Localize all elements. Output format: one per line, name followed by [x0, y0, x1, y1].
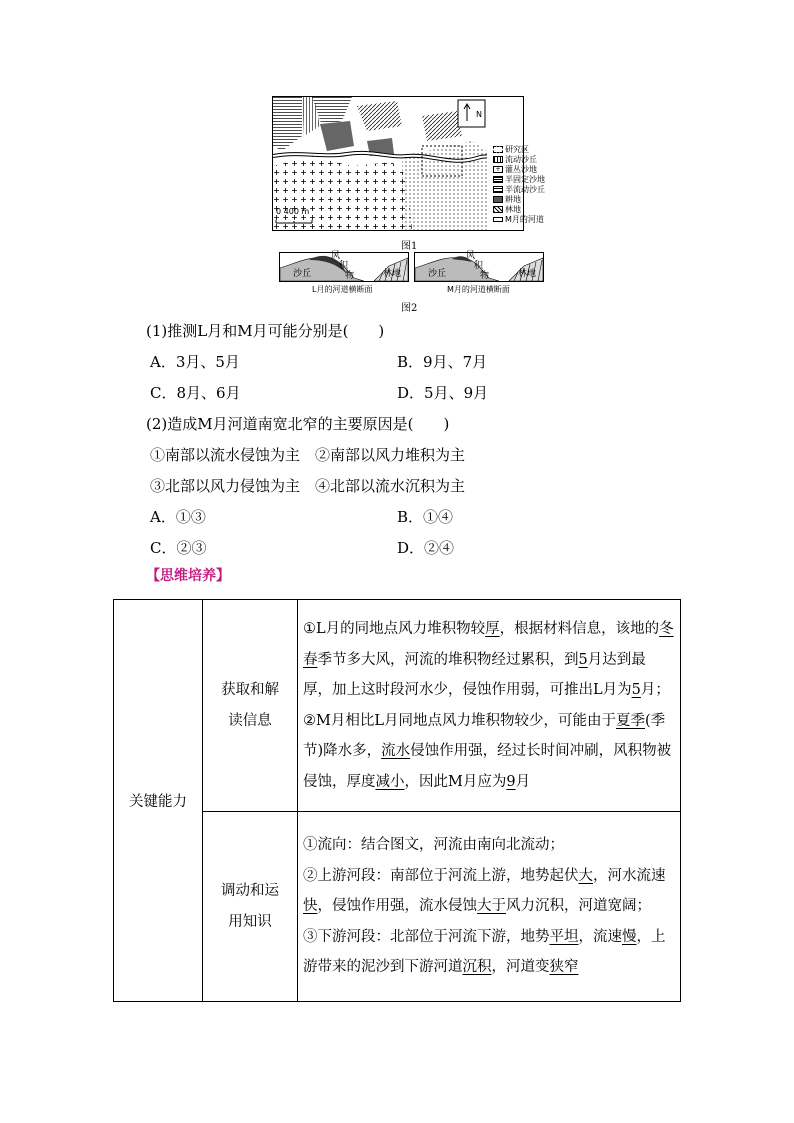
legend-item: 耕地	[505, 195, 521, 204]
option-b: B．9月、7月	[397, 353, 488, 371]
row-label: 调动和运	[221, 882, 279, 899]
north-label: N	[476, 110, 482, 119]
row-label: 读信息	[228, 712, 272, 729]
key-ability-cell	[114, 600, 203, 1002]
answer-blank: 快	[303, 898, 318, 915]
wind-label: 风	[331, 251, 341, 261]
table-row	[114, 600, 681, 812]
question2-statements: ③北部以风力侵蚀为主 ④北部以流水沉积为主	[150, 477, 466, 495]
panel-title: L月的河道横断面	[312, 285, 373, 294]
key-ability-label: 关键能力	[129, 794, 187, 810]
row-label-cell	[203, 600, 298, 812]
map-legend: 研究区 流动沙丘 + 灌丛沙地 半固定沙地 半流动沙丘 耕地 林地 M月的河道	[493, 144, 563, 228]
legend-item: 流动沙丘	[505, 155, 537, 164]
section-header: 【思维培养】	[146, 568, 230, 584]
option-d: D．②④	[397, 539, 455, 557]
legend-item: 研究区	[505, 145, 529, 154]
option-a: A．①③	[150, 508, 206, 526]
answer-blank: 减小	[375, 773, 405, 790]
map-graphic	[272, 96, 524, 231]
answer-blank: 沉积	[462, 959, 492, 976]
answer-blank: 慢	[622, 928, 637, 945]
legend-item: 半固定沙地	[505, 175, 545, 184]
dune-label: 沙丘	[293, 269, 312, 279]
forest-label: 林地	[383, 269, 402, 279]
option-c: C．8月、6月	[150, 384, 241, 402]
forest-label: 林地	[518, 269, 537, 279]
option-a: A．3月、5月	[150, 353, 240, 371]
answer-blank: 厚	[485, 621, 500, 637]
content-cell: ①L月的同地点风力堆积物较厚，根据材料信息，该地的冬春季节多大风，河流的堆积物经过累积，到5月达到最厚，加上这时段河水少，侵蚀作用弱，可推出L月为5月； ②M月相比L月同地点风力堆积物较少，可能由于夏季(季节)降水多，流水侵蚀作用强，经过长时间冲刷，风积物被侵蚀，厚度减小，因此M月应为9月	[298, 600, 681, 812]
figure2-right-panel	[414, 252, 544, 296]
figure1-map	[272, 96, 524, 231]
legend-item: 灌丛沙地	[505, 165, 537, 174]
question2-stem: (2)造成M月河道南宽北窄的主要原因是( )	[146, 415, 450, 433]
figure2-caption: 图2	[401, 303, 418, 314]
wind-label: 风	[466, 251, 476, 261]
legend-item: 林地	[505, 205, 521, 214]
answer-blank: 5	[631, 682, 641, 698]
row-label-cell	[203, 812, 298, 1002]
row-label: 用知识	[228, 913, 272, 930]
row-label: 获取和解	[221, 681, 279, 698]
wind-label: 物	[345, 271, 355, 281]
answer-blank: 9	[506, 773, 516, 790]
answer-blank: 流水	[381, 743, 411, 759]
legend-item: M月的河道	[505, 215, 544, 224]
answer-blank: 冬春	[303, 621, 674, 668]
answer-blank: 5	[578, 651, 588, 668]
content-cell: ①流向：结合图文，河流由南向北流动； ②上游河段：南部位于河流上游，地势起伏大，河水流速快，侵蚀作用强，流水侵蚀大于风力沉积，河道宽阔； ③下游河段：北部位于河流下游，地势平坦，流速慢，上游带来的泥沙到下游河道沉积，河道变狭窄	[298, 812, 681, 1002]
analysis-table	[113, 599, 681, 1002]
answer-blank: 狭窄	[549, 959, 579, 976]
legend-item: 半流动沙丘	[505, 185, 545, 194]
answer-blank: 大于	[477, 898, 506, 915]
question2-statements: ①南部以流水侵蚀为主 ②南部以风力堆积为主	[150, 446, 466, 464]
answer-blank: 大	[578, 867, 593, 884]
wind-label: 积	[474, 261, 484, 271]
figure2-left-panel	[279, 252, 409, 296]
scale-label: 0 400 m	[276, 207, 310, 216]
answer-blank: 平坦	[549, 928, 579, 945]
option-c: C．②③	[150, 539, 207, 557]
panel-title: M月的河道横断面	[447, 285, 510, 294]
option-b: B．①④	[397, 508, 454, 526]
option-d: D．5月、9月	[397, 384, 489, 402]
wind-label: 物	[480, 271, 490, 281]
wind-label: 积	[339, 261, 349, 271]
answer-blank: 夏季	[615, 712, 645, 729]
question1-stem: (1)推测L月和M月可能分别是( )	[146, 322, 385, 340]
figure1-caption: 图1	[401, 241, 418, 252]
dune-label: 沙丘	[428, 269, 447, 279]
